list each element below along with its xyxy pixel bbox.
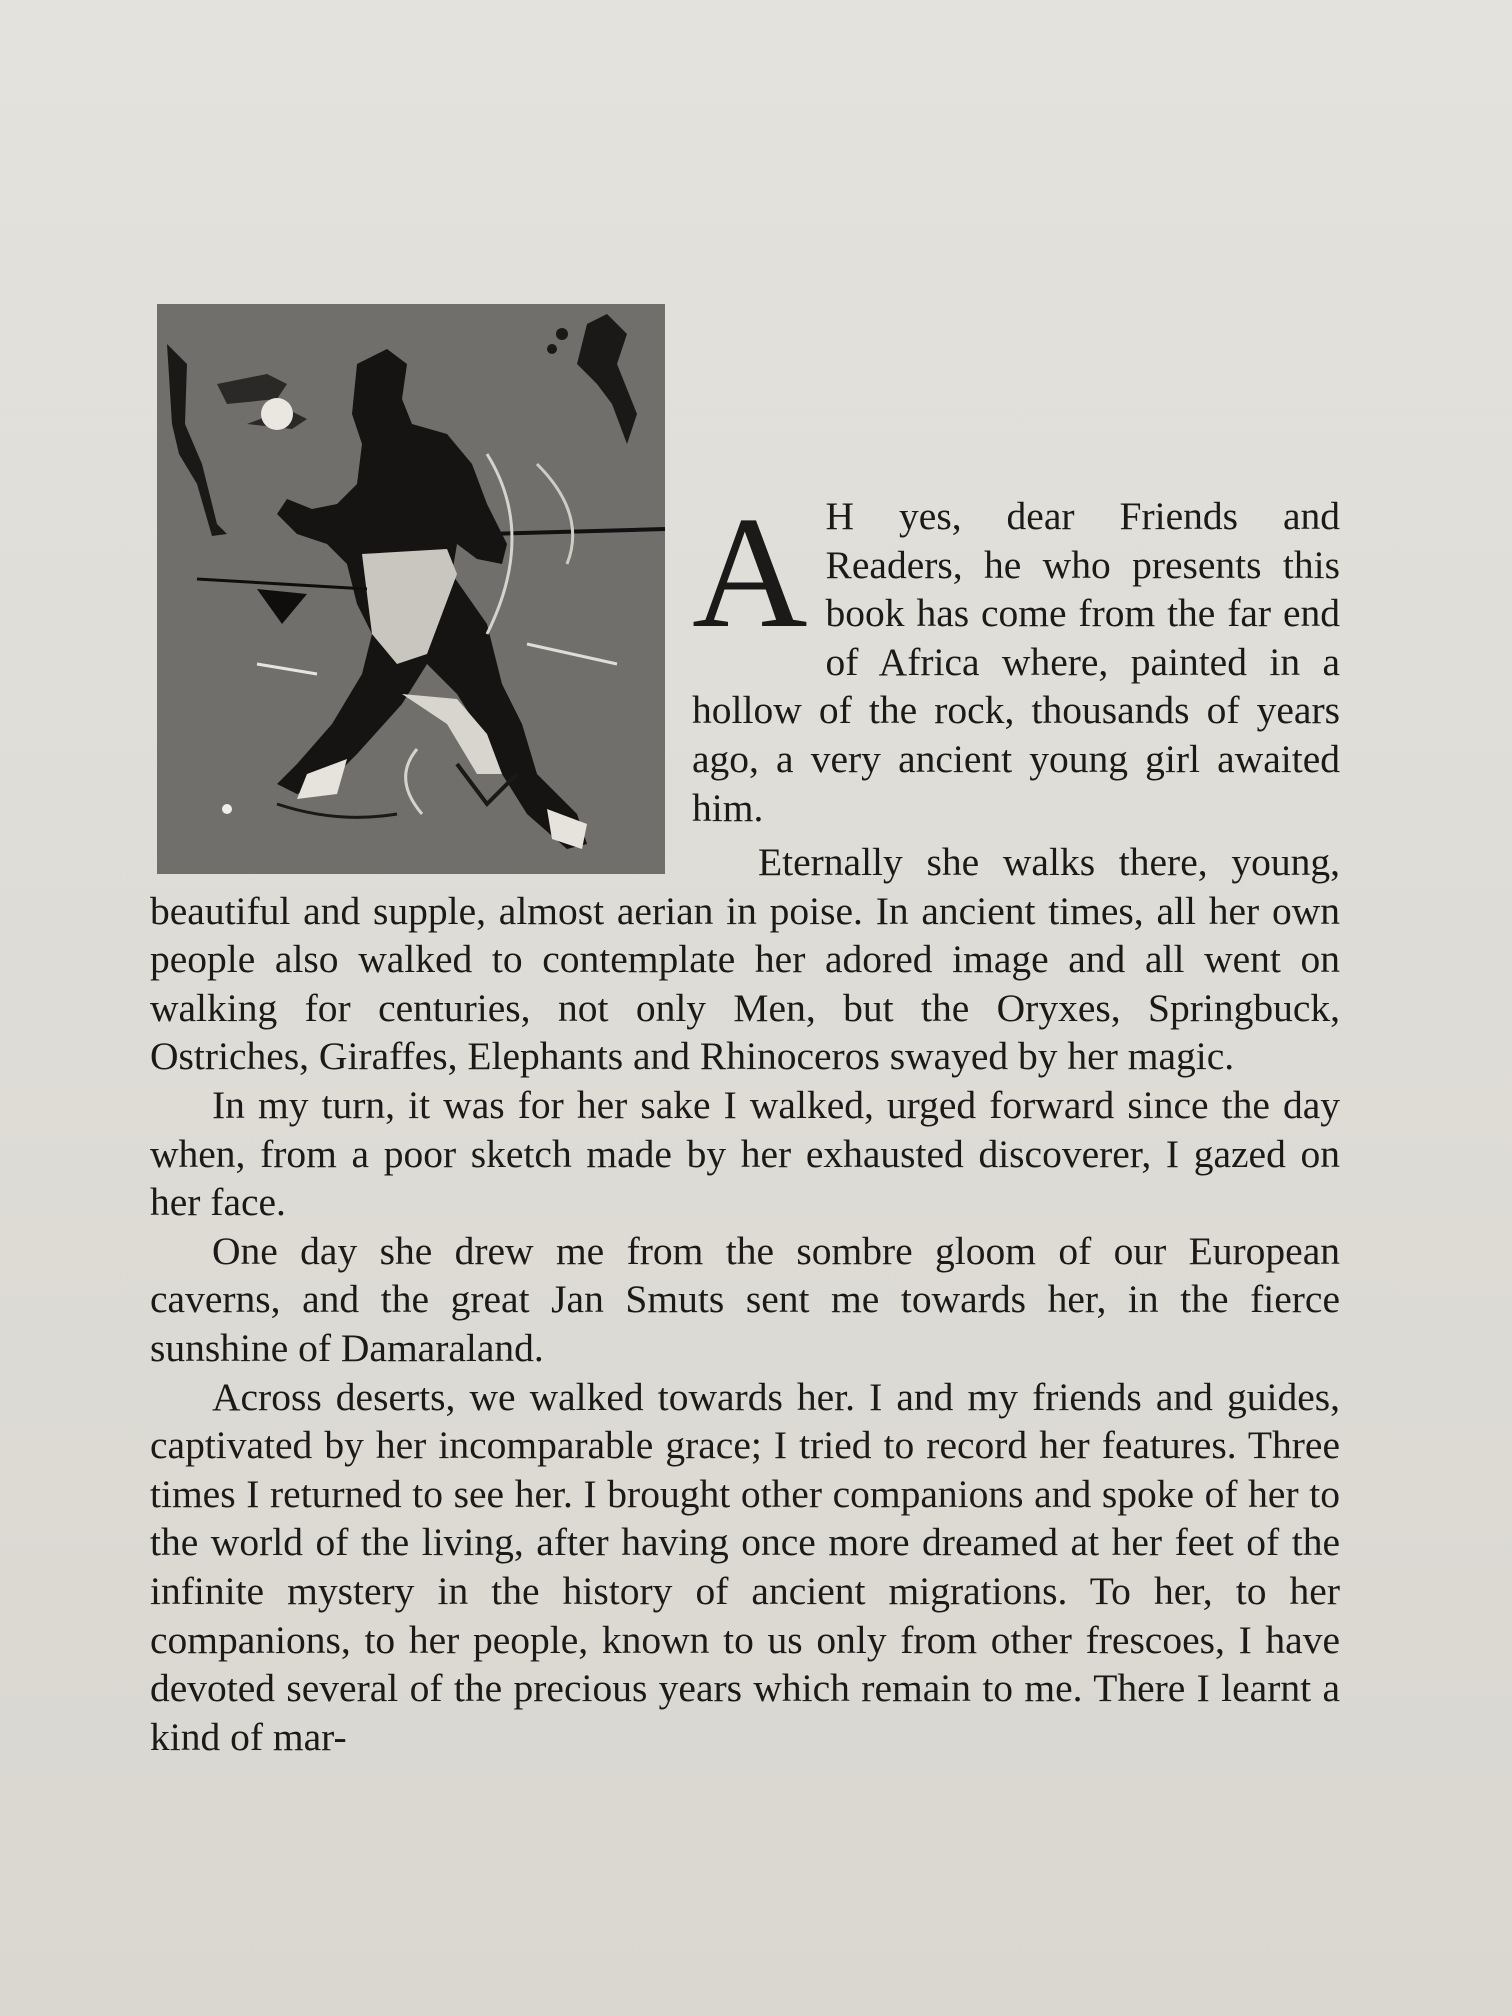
paragraph: Across deserts, we walked towards her. I and my friends and guides, captivated by her incomparable grace; I tried to record her features. Three times I returned to see her. I brought other companions and spoke of her to the world of the living, after having once more dreamed at her feet of the infinite mystery in the history of ancient migrations. To her, to her companions, to her people, known to us only from other frescoes, I have devoted several of the precious years which remain to me. There I learnt a kind of mar- [150,1374,1340,1759]
body-text [150,838,1340,1761]
drop-cap: A [692,483,808,661]
paragraph: One day she drew me from the sombre gloom of our European caverns, and the great Jan Smuts sent me towards her, in the fierce sunshine of Damaraland. [150,1228,1340,1370]
paragraph: Eternally she walks there, young, beautiful and supple, almost aerian in poise. In ancient times, all her own people also walked to contemplate her adored image and all went on walking for centuries, not only Men, but the Oryxes, Springbuck, Ostriches, Giraffes, Elephants and Rhinoceros swayed by her magic. [150,840,1340,1079]
paragraph: In my turn, it was for her sake I walked, urged forward since the day when, from a poor sketch made by her exhausted discoverer, I gazed on her face. [150,1082,1340,1225]
opening-text: H yes, dear Friends and Readers, he who presents this book has come from the far end of Africa where, painted in a hollow of the rock, thousands of years ago, a very ancient young girl awaited him. [692,494,1340,830]
rock-painting-illustration [157,304,665,874]
opening-paragraph [692,483,1340,832]
walking-figure-icon [157,304,665,874]
